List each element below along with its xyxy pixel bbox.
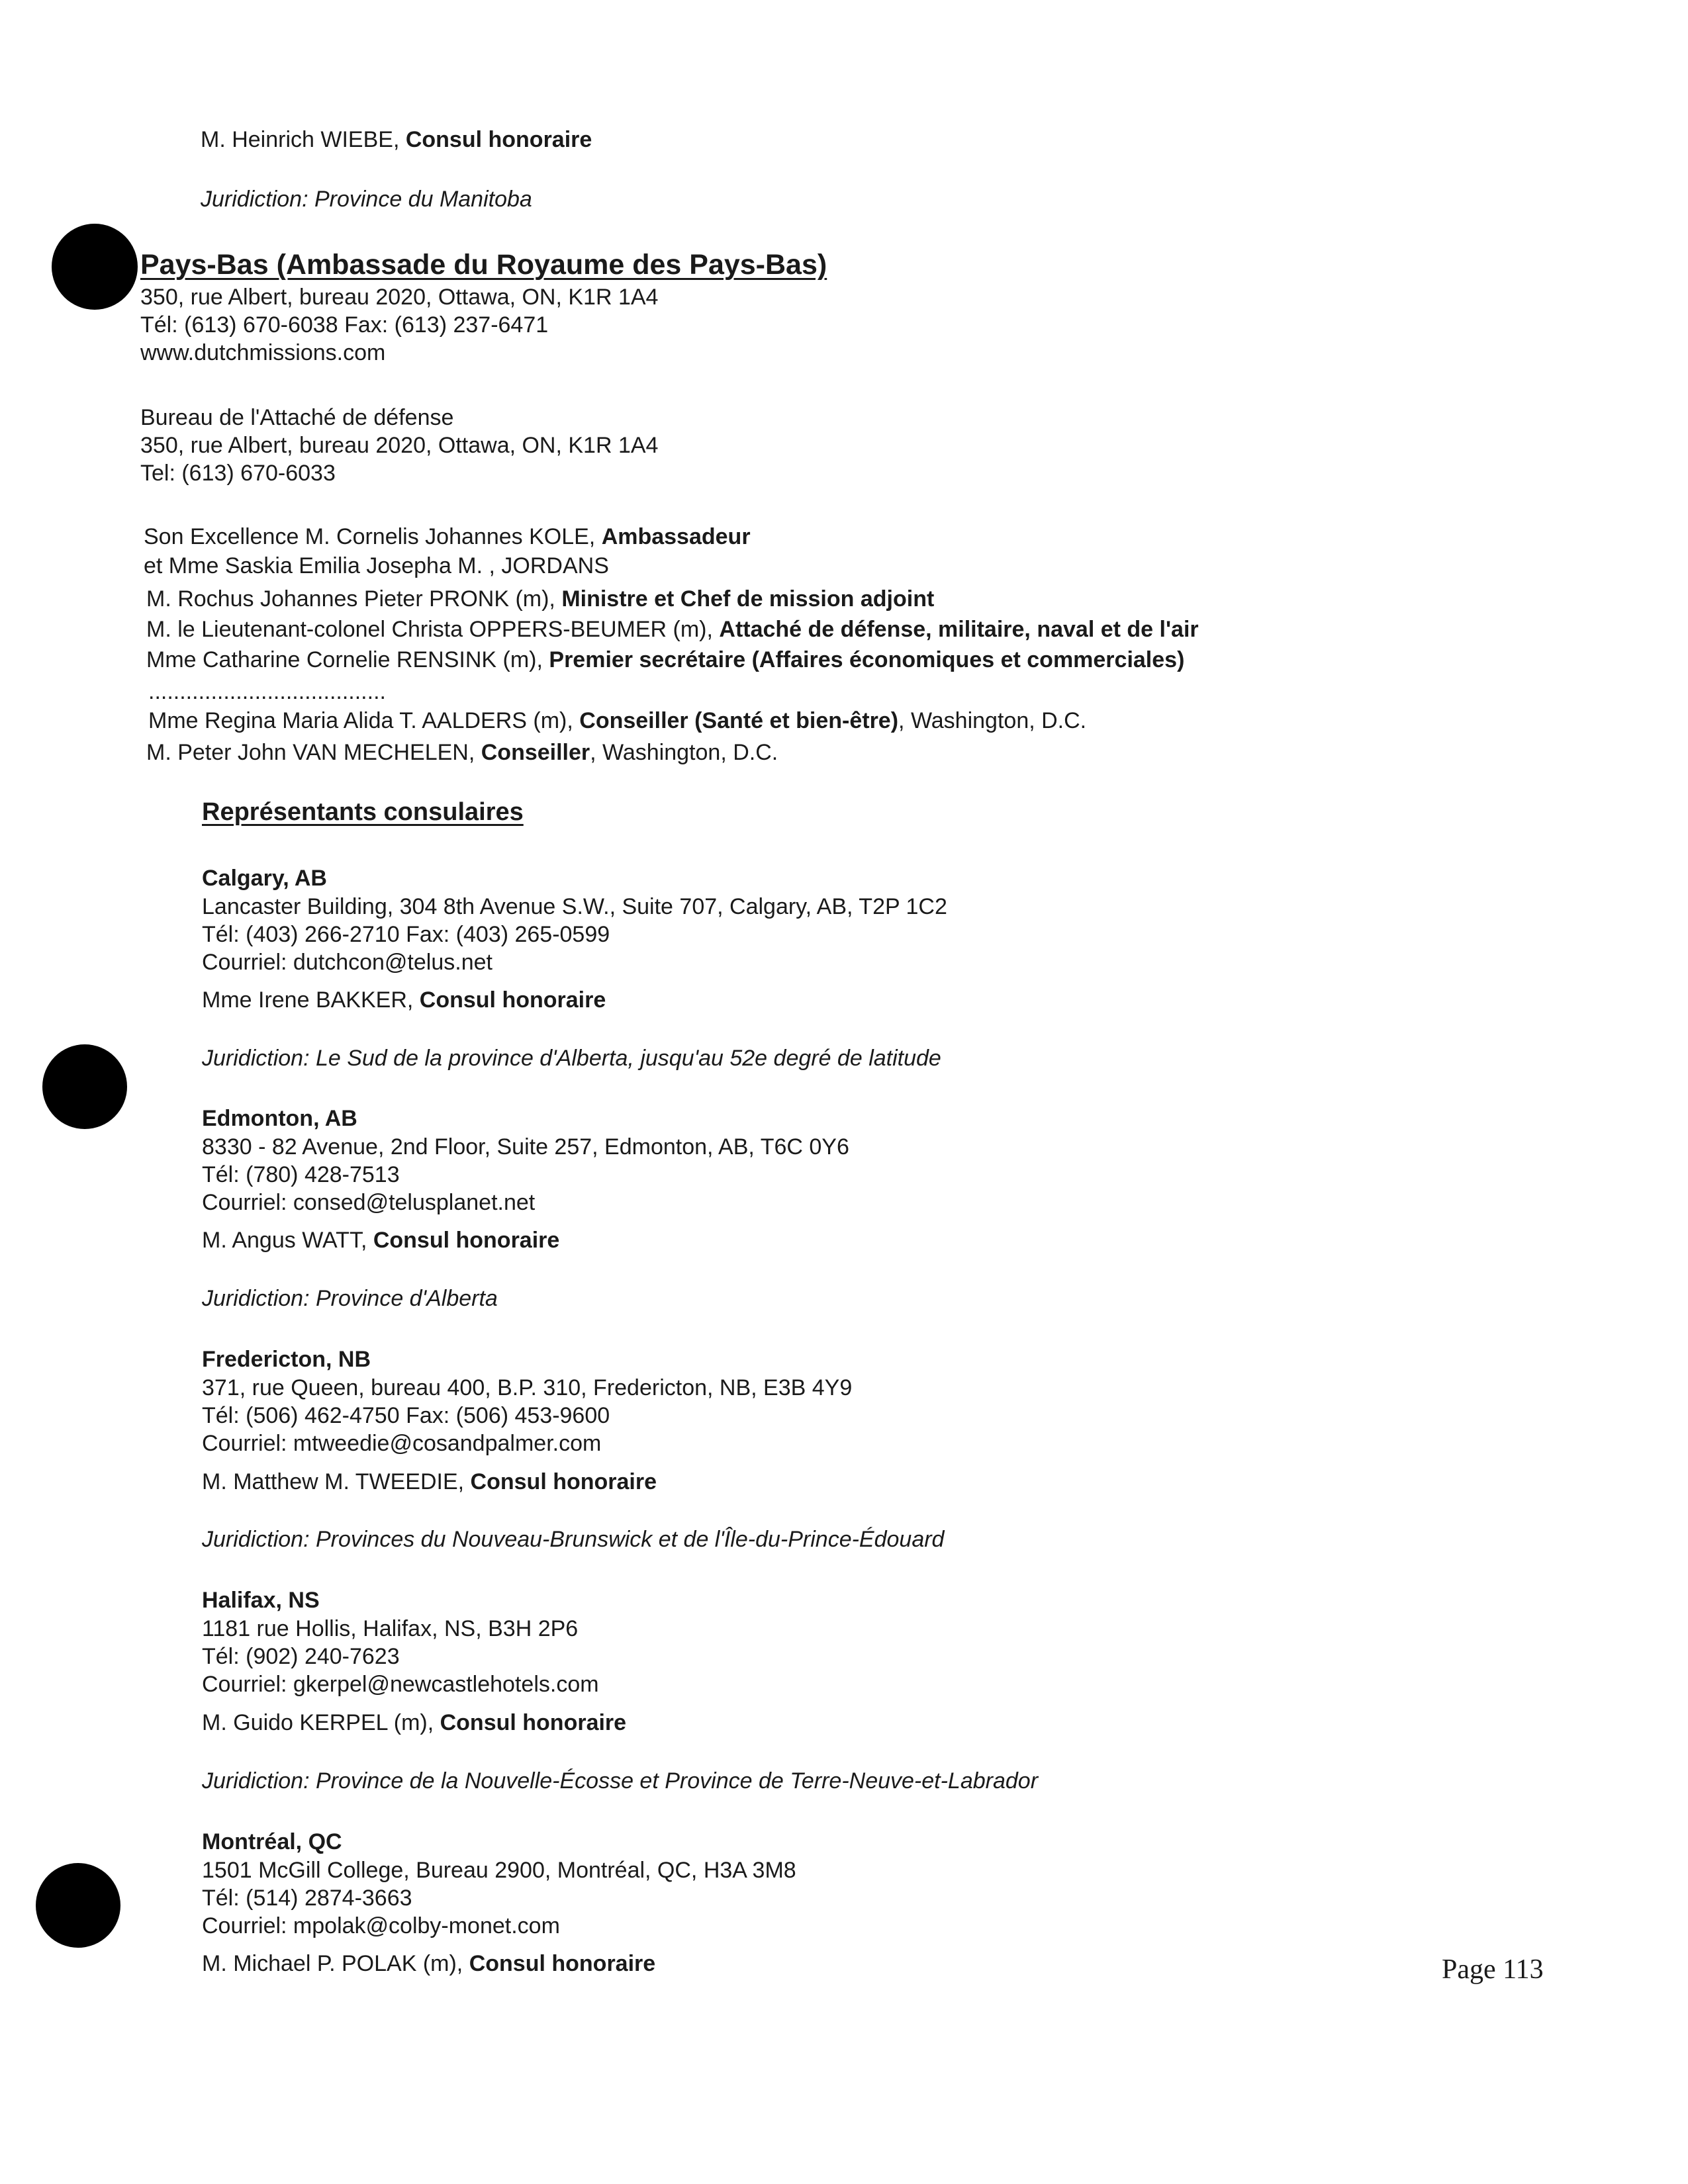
office-address: Lancaster Building, 304 8th Avenue S.W., Suite 707, Calgary, AB, T2P 1C2 <box>202 894 947 919</box>
jurisdiction: Juridiction: Le Sud de la province d'Alberta, jusqu'au 52e degré de latitude <box>202 1046 941 1071</box>
defence-office-title: Bureau de l'Attaché de défense <box>140 405 454 430</box>
consul-title: Consul honoraire <box>405 127 592 152</box>
staff-line: Mme Regina Maria Alida T. AALDERS (m), Conseiller (Santé et bien-être), Washington, D.C. <box>148 708 1087 733</box>
staff-line: Mme Catharine Cornelie RENSINK (m), Premier secrétaire (Affaires économiques et commerciales) <box>146 647 1185 672</box>
punch-hole <box>52 224 138 310</box>
page-number: Page 113 <box>1442 1954 1544 1985</box>
office-phone: Tél: (902) 240-7623 <box>202 1644 400 1669</box>
office-phone: Tél: (506) 462-4750 Fax: (506) 453-9600 <box>202 1403 610 1428</box>
consul-line: M. Matthew M. TWEEDIE, Consul honoraire <box>202 1469 657 1494</box>
consul-line: Mme Irene BAKKER, Consul honoraire <box>202 987 606 1013</box>
consul-name: M. Heinrich WIEBE, <box>201 127 406 152</box>
consular-heading: Représentants consulaires <box>202 798 524 826</box>
office-email: Courriel: consed@telusplanet.net <box>202 1190 536 1215</box>
office-phone: Tél: (403) 266-2710 Fax: (403) 265-0599 <box>202 922 610 947</box>
embassy-phone: Tél: (613) 670-6038 Fax: (613) 237-6471 <box>140 312 549 338</box>
office-address: 1181 rue Hollis, Halifax, NS, B3H 2P6 <box>202 1616 579 1641</box>
defence-office-address: 350, rue Albert, bureau 2020, Ottawa, ON, K1R 1A4 <box>140 433 659 458</box>
consul-line: M. Angus WATT, Consul honoraire <box>202 1228 560 1253</box>
embassy-heading: Pays-Bas (Ambassade du Royaume des Pays-Bas) <box>140 249 827 281</box>
embassy-address: 350, rue Albert, bureau 2020, Ottawa, ON, K1R 1A4 <box>140 285 659 310</box>
consul-line <box>201 126 592 154</box>
office-city: Montréal, QC <box>202 1829 342 1854</box>
jurisdiction: Juridiction: Province du Manitoba <box>201 187 532 212</box>
punch-hole <box>42 1044 127 1129</box>
office-address: 371, rue Queen, bureau 400, B.P. 310, Fredericton, NB, E3B 4Y9 <box>202 1375 853 1400</box>
office-city: Edmonton, AB <box>202 1106 357 1131</box>
staff-line: Son Excellence M. Cornelis Johannes KOLE, Ambassadeur <box>144 524 751 549</box>
staff-line: ...................................... <box>148 679 386 704</box>
office-city: Fredericton, NB <box>202 1347 371 1372</box>
office-email: Courriel: mpolak@colby-monet.com <box>202 1913 560 1938</box>
staff-line: M. le Lieutenant-colonel Christa OPPERS-BEUMER (m), Attaché de défense, militaire, naval et de l'air <box>146 617 1199 642</box>
office-address: 8330 - 82 Avenue, 2nd Floor, Suite 257, Edmonton, AB, T6C 0Y6 <box>202 1134 849 1160</box>
jurisdiction: Juridiction: Province de la Nouvelle-Écosse et Province de Terre-Neuve-et-Labrador <box>202 1768 1039 1794</box>
consul-line: M. Guido KERPEL (m), Consul honoraire <box>202 1710 627 1735</box>
office-address: 1501 McGill College, Bureau 2900, Montréal, QC, H3A 3M8 <box>202 1858 796 1883</box>
office-email: Courriel: mtweedie@cosandpalmer.com <box>202 1431 602 1456</box>
defence-office-phone: Tel: (613) 670-6033 <box>140 461 336 486</box>
punch-hole <box>36 1863 120 1948</box>
office-email: Courriel: gkerpel@newcastlehotels.com <box>202 1672 599 1697</box>
office-city: Halifax, NS <box>202 1588 320 1613</box>
office-phone: Tél: (514) 2874-3663 <box>202 1886 412 1911</box>
jurisdiction: Juridiction: Province d'Alberta <box>202 1286 498 1311</box>
staff-line: M. Peter John VAN MECHELEN, Conseiller, Washington, D.C. <box>146 740 778 765</box>
jurisdiction: Juridiction: Provinces du Nouveau-Brunswick et de l'Île-du-Prince-Édouard <box>202 1527 945 1552</box>
office-email: Courriel: dutchcon@telus.net <box>202 950 492 975</box>
embassy-website: www.dutchmissions.com <box>140 340 386 365</box>
office-phone: Tél: (780) 428-7513 <box>202 1162 400 1187</box>
consul-line: M. Michael P. POLAK (m), Consul honoraire <box>202 1951 656 1976</box>
staff-line: et Mme Saskia Emilia Josepha M. , JORDANS <box>144 553 609 578</box>
office-city: Calgary, AB <box>202 866 327 891</box>
staff-line: M. Rochus Johannes Pieter PRONK (m), Ministre et Chef de mission adjoint <box>146 586 935 612</box>
